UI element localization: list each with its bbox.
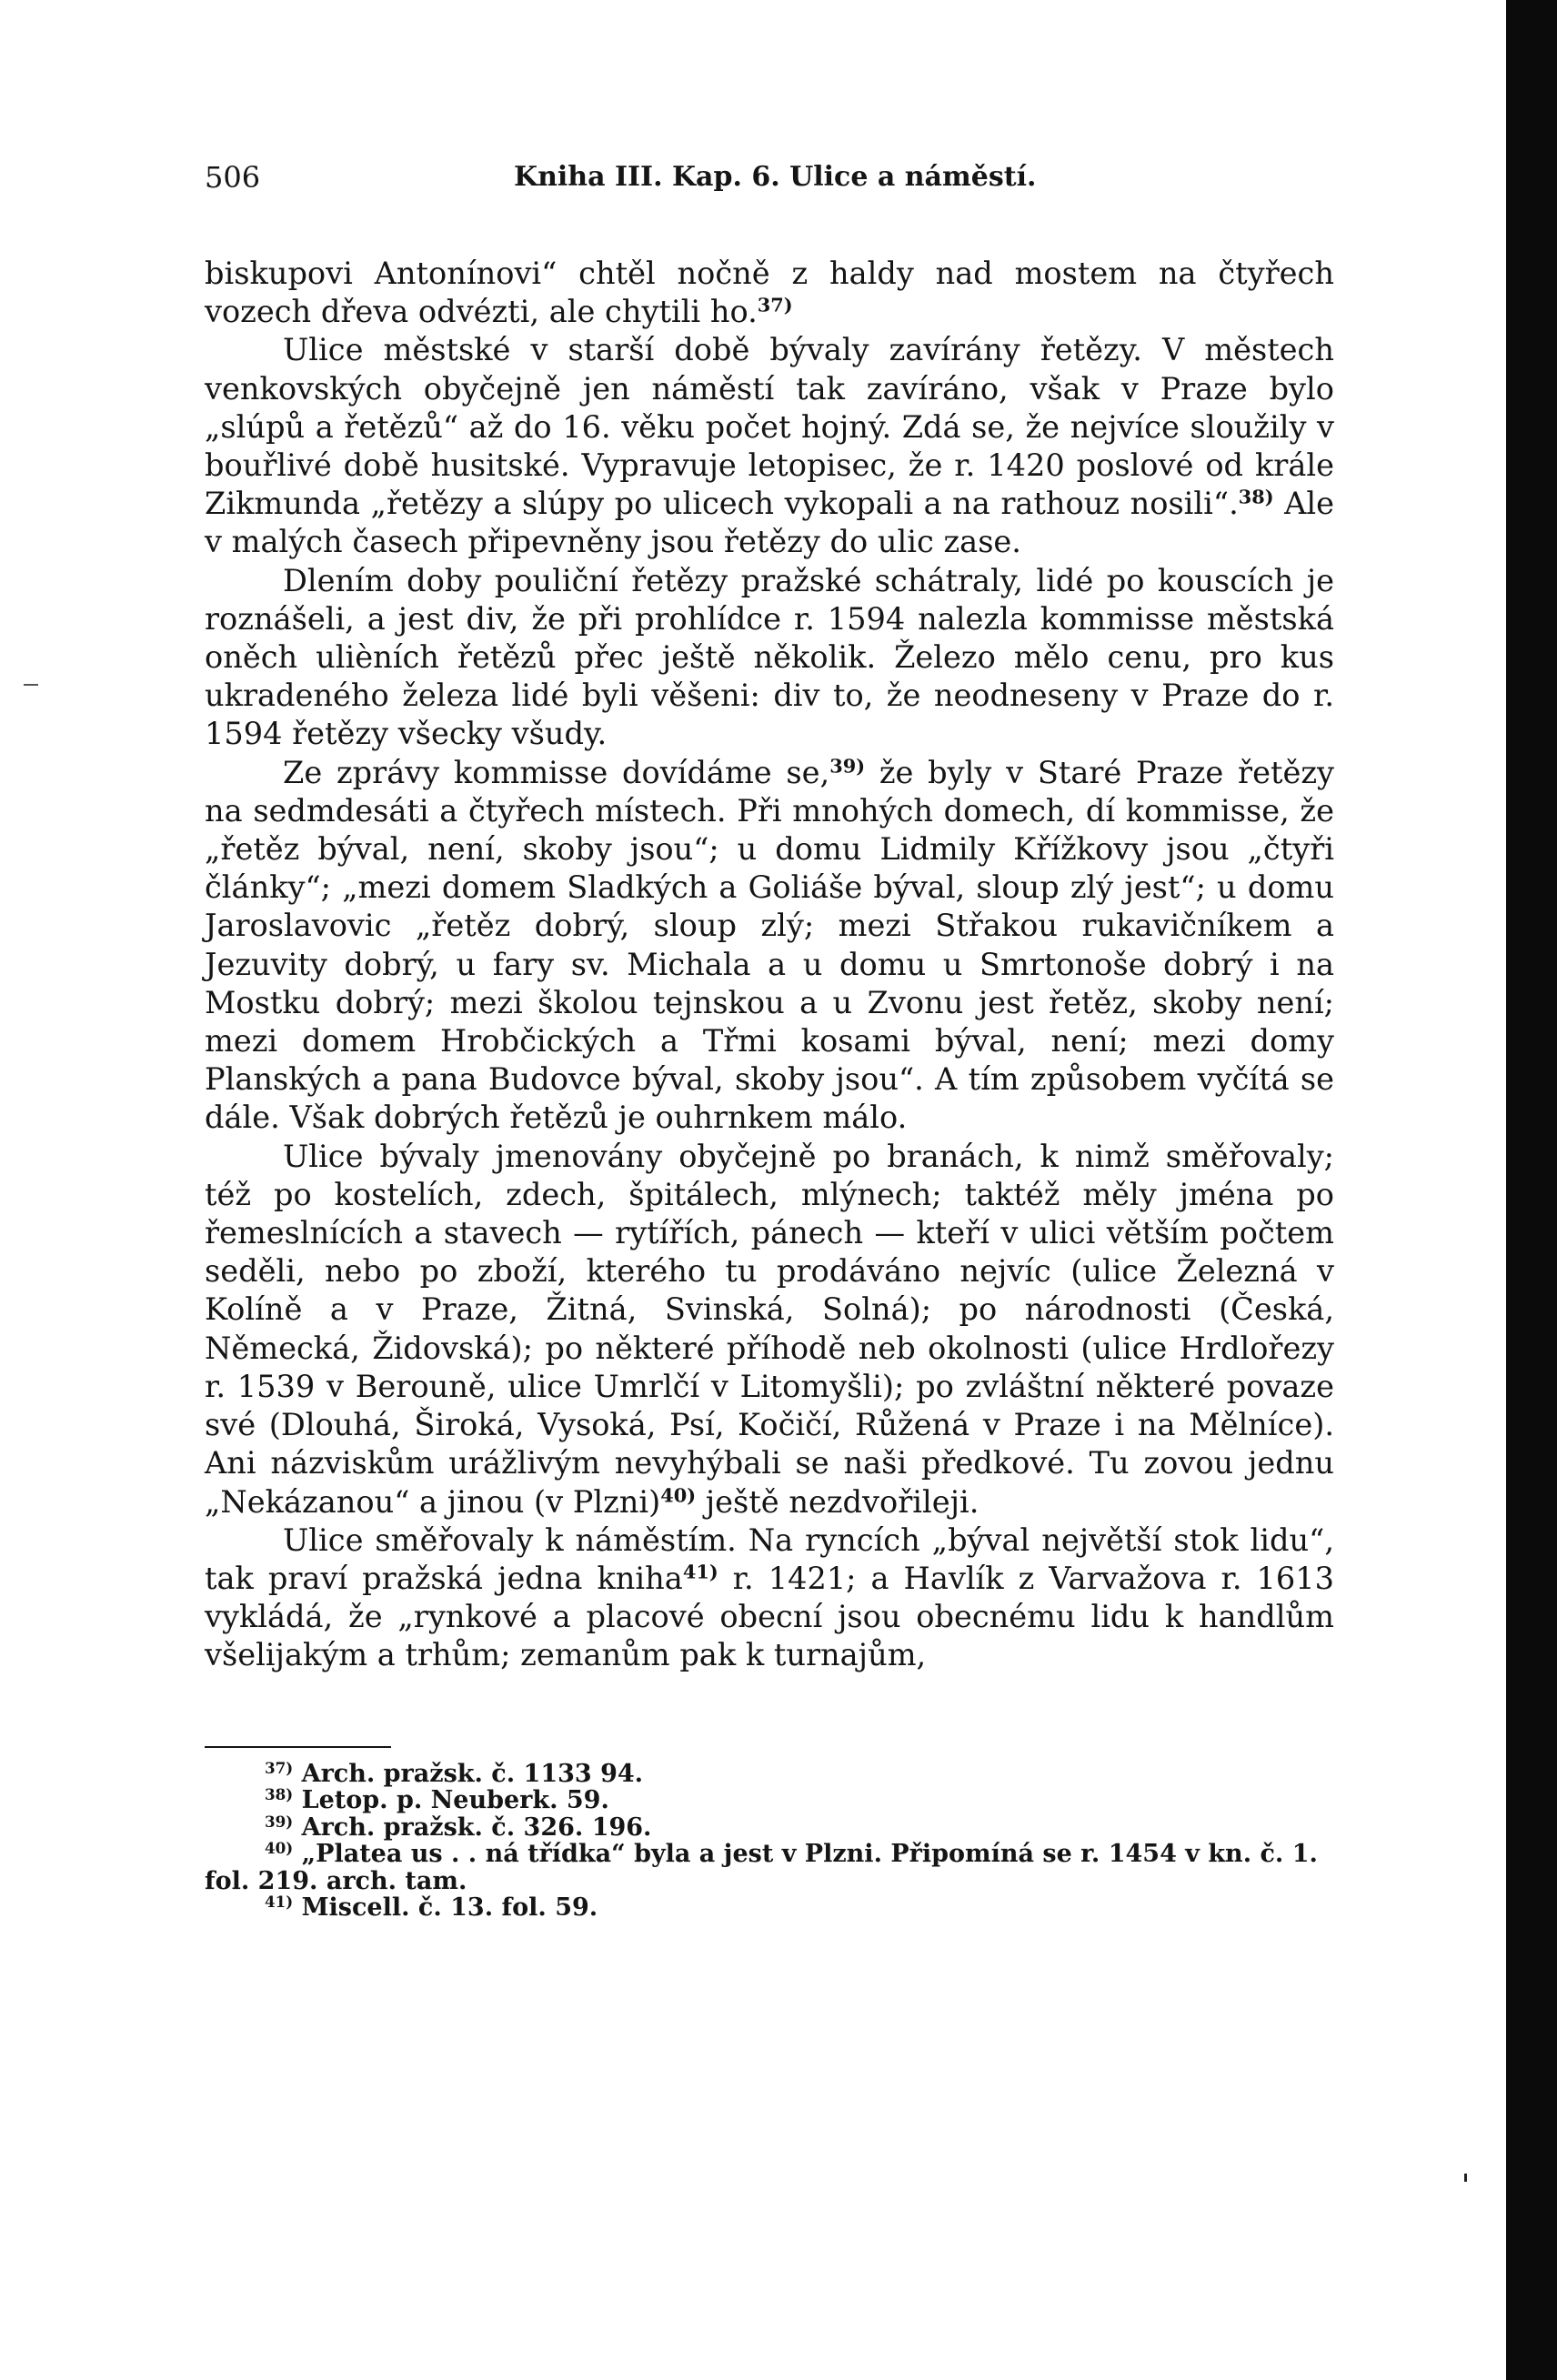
paragraph-text: Dlením doby pouliční řetězy pražské schátraly, lidé po kouscích je roznášeli, a jest div, že při prohlídce r. 1594 nalezla kommisse městská oněch ulièních řetězů přec ještě několik. Železo mělo cenu, pro kus ukradeného železa lidé byli věšeni: div to, že neodneseny v Praze do r. 1594 řetězy všecky všudy. [205,562,1334,752]
page-number: 506 [205,160,261,195]
scan-speck [24,684,38,686]
footnote-ref-38: 38) [1238,485,1274,508]
paragraph-text: Ze zprávy kommisse dovídáme se, [283,754,830,790]
footnote [205,1784,1334,1815]
scan-border [1506,0,1557,2380]
footnote-ref-40: 40) [660,1483,697,1507]
paragraph-2 [205,331,1334,561]
footnote-separator [205,1746,391,1748]
paragraph-text: Ulice směřovaly k náměstím. Na ryncích „býval největší stok lidu“, tak praví pražská jedna kniha [205,1521,1334,1596]
footnote-mark: 41) [265,1892,294,1911]
paragraph-text-cont: že byly v Staré Praze řetězy na sedmdesáti a čtyřech místech. Při mnohých domech, dí kommisse, že „řetěz býval, není, skoby jsou“; u domu Lidmily Křížkovy jsou „čtyři články“; „mezi domem Sladkých a Goliáše býval, sloup zlý jest“; u domu Jaroslavovic „řetěz dobrý, sloup zlý; mezi Střakou rukavičníkem a Jezuvity dobrý, u fary sv. Michala a u domu u Smrtonoše dobrý i na Mostku dobrý; mezi školou tejnskou a u Zvonu jest řetěz, skoby není; mezi domem Hrobčických a Třmi kosami býval, není; mezi domy Planských a pana Budovce býval, skoby jsou“. A tím způsobem vyčítá se dále. Však dobrých řetězů je ouhrnkem málo. [205,754,1334,1136]
paragraph-text-cont: Ale v malých časech připevněny jsou řetězy do ulic zase. [205,486,1334,560]
paragraph-text-cont: ještě nezdvořileji. [696,1483,979,1520]
footnotes [205,1758,1334,1923]
footnote-text: Arch. pražsk. č. 1133 94. [293,1759,644,1788]
paragraph-text: biskupovi Antonínovi“ chtěl nočně z haldy nad mostem na čtyřech vozech dřeva odvézti, ale chytili ho. [205,256,1334,330]
footnote-ref-37: 37) [757,293,793,316]
text-column [205,156,1334,1922]
footnote [205,1814,1334,1842]
footnote [205,1838,1334,1895]
paragraph-5 [205,1138,1334,1521]
footnote-mark: 39) [265,1812,294,1831]
page-header [205,156,1334,198]
footnote-text: Miscell. č. 13. fol. 59. [293,1893,598,1923]
paragraph-text: Ulice bývaly jmenovány obyčejně po branách, k nimž směřovaly; též po kostelích, zdech, špitálech, mlýnech; taktéž měly jména po řemeslnících a stavech — rytířích, pánech — kteří v ulici větším počtem seděli, nebo po zboží, kterého tu prodáváno nejvíc (ulice Železná v Kolíně a v Praze, Žitná, Svinská, Solná); po národnosti (Česká, Německá, Židovská); po některé příhodě neb okolnosti (ulice Hrdlořezy r. 1539 v Berouně, ulice Umrlčí v Litomyšli); po zvláštní některé povaze své (Dlouhá, Široká, Vysoká, Psí, Kočičí, Růžená v Praze i na Mělníce). Ani názviskům urážlivým nevyhýbali se naši předkové. Tu zovou jednu „Nekázanou“ a jinou (v Plzni) [205,1138,1334,1520]
footnote-ref-39: 39) [829,754,866,778]
footnote-text: Letop. p. Neuberk. 59. [293,1786,609,1815]
footnote-ref-41: 41) [682,1560,718,1583]
scan-speck [1464,2174,1467,2182]
paragraph-4 [205,754,1334,1138]
footnote-mark: 40) [265,1838,294,1857]
paragraph-1 [205,255,1334,331]
footnote-text: „Platea us . . ná třídka“ byla a jest v Plzni. Připomíná se r. 1454 v kn. č. 1. fol. 219. arch. tam. [205,1840,1318,1895]
paragraph-text-cont: r. 1421; a Havlík z Varvažova r. 1613 vykládá, že „rynkové a placové obecní jsou obecnému lidu k handlům všelijakým a trhům; zemanům pak k turnajům, [205,1560,1334,1673]
footnote [205,1894,1334,1922]
footnote [205,1758,1334,1788]
body-text [205,255,1334,1675]
paragraph-6 [205,1521,1334,1675]
paragraph-3 [205,562,1334,754]
running-title: Kniha III. Kap. 6. Ulice a náměstí. [514,161,1037,193]
footnote-mark: 38) [265,1784,294,1803]
footnote-text: Arch. pražsk. č. 326. 196. [293,1813,652,1842]
paragraph-text: Ulice městské v starší době bývaly zavírány řetězy. V městech venkovských obyčejně jen náměstí tak zavíráno, však v Praze bylo „slúpů a řetězů“ až do 16. věku počet hojný. Zdá se, že nejvíce sloužily v bouřlivé době husitské. Vypravuje letopisec, že r. 1420 poslové od krále Zikmunda „řetězy a slúpy po ulicech vykopali a na rathouz nosili“. [205,332,1334,522]
footnote-mark: 37) [265,1758,294,1777]
